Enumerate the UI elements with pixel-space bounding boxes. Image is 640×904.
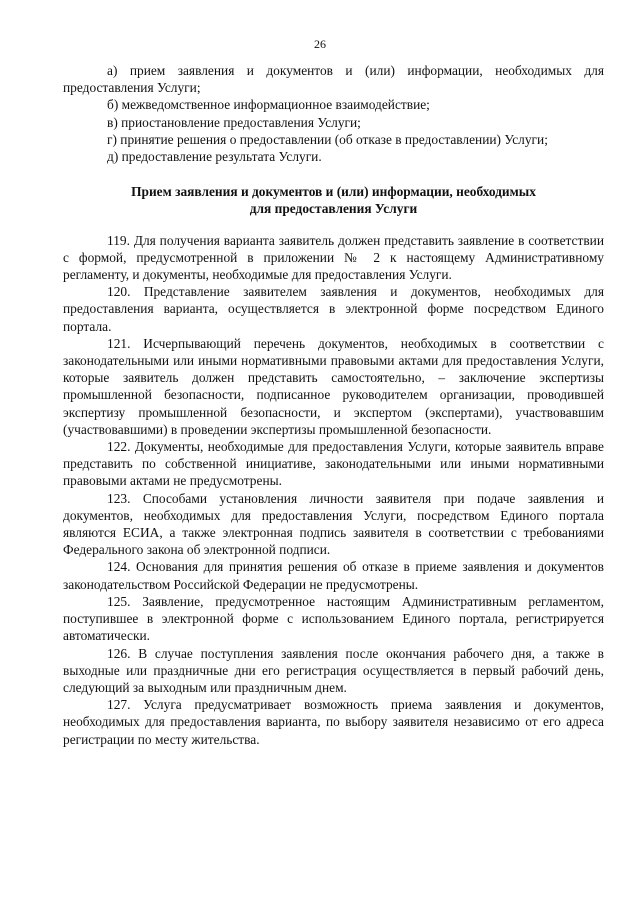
- paragraph-124: 124. Основания для принятия решения об отказе в приеме заявления и документов законодательством Российской Федерации не предусмотрены.: [63, 559, 604, 592]
- paragraph-121: 121. Исчерпывающий перечень документов, необходимых в соответствии с законодательными или иными нормативными правовыми актами для предоставления Услуги, которые заявитель должен представить самостоятельно, – заключение экспертизы промышленной безопасности, подписанное руководителем организации, проводившей экспертизу промышленной безопасности, и экспертом (экспертами), участвовавшим (участвовавшими) в проведении экспертизы промышленной безопасности.: [63, 335, 604, 437]
- paragraph-125: 125. Заявление, предусмотренное настоящим Административным регламентом, поступившее в электронной форме с использованием Единого портала, регистрируется автоматически.: [63, 593, 604, 644]
- list-item: д) предоставление результата Услуги.: [107, 149, 322, 165]
- page-number: 26: [314, 37, 326, 51]
- paragraph-119: 119. Для получения варианта заявитель должен представить заявление в соответствии с формой, предусмотренной в приложении № 2 к настоящему Административному регламенту, и документы, необходимые для предоставления Услуги.: [63, 232, 604, 283]
- paragraph-120: 120. Представление заявителем заявления и документов, необходимых для предоставления варианта, осуществляется в электронной форме посредством Единого портала.: [63, 284, 604, 334]
- paragraph-127: 127. Услуга предусматривает возможность приема заявления и документов, необходимых для предоставления варианта, по выбору заявителя независимо от его адреса регистрации по месту жительства.: [63, 697, 604, 747]
- stage-list: [63, 62, 604, 165]
- section-heading-line: для предоставления Услуги: [249, 201, 418, 217]
- paragraph-126: 126. В случае поступления заявления после окончания рабочего дня, а также в выходные или праздничные дни его регистрация осуществляется в первый рабочий день, следующий за выходным или праздничным днем.: [63, 645, 604, 695]
- section-heading: [63, 183, 604, 217]
- section-heading-line: Прием заявления и документов и (или) информации, необходимых: [131, 184, 536, 200]
- list-item: б) межведомственное информационное взаимодействие;: [107, 97, 430, 113]
- list-item: г) принятие решения о предоставлении (об отказе в предоставлении) Услуги;: [107, 131, 548, 147]
- list-item: а) прием заявления и документов и (или) информации, необходимых для предоставления Услуги;: [63, 63, 604, 96]
- paragraph-list: [63, 232, 604, 748]
- list-item: в) приостановление предоставления Услуги;: [107, 114, 361, 130]
- document-body: [63, 62, 604, 748]
- paragraph-123: 123. Способами установления личности заявителя при подаче заявления и документов, необходимых для предоставления Услуги, посредством Единого портала являются ЕСИА, а также электронная подпись заявителя в соответствии с требованиями Федерального закона об электронной подписи.: [63, 490, 604, 558]
- paragraph-122: 122. Документы, необходимые для предоставления Услуги, которые заявитель вправе представить по собственной инициативе, законодательными или иными нормативными правовыми актами не предусмотрены.: [63, 439, 604, 489]
